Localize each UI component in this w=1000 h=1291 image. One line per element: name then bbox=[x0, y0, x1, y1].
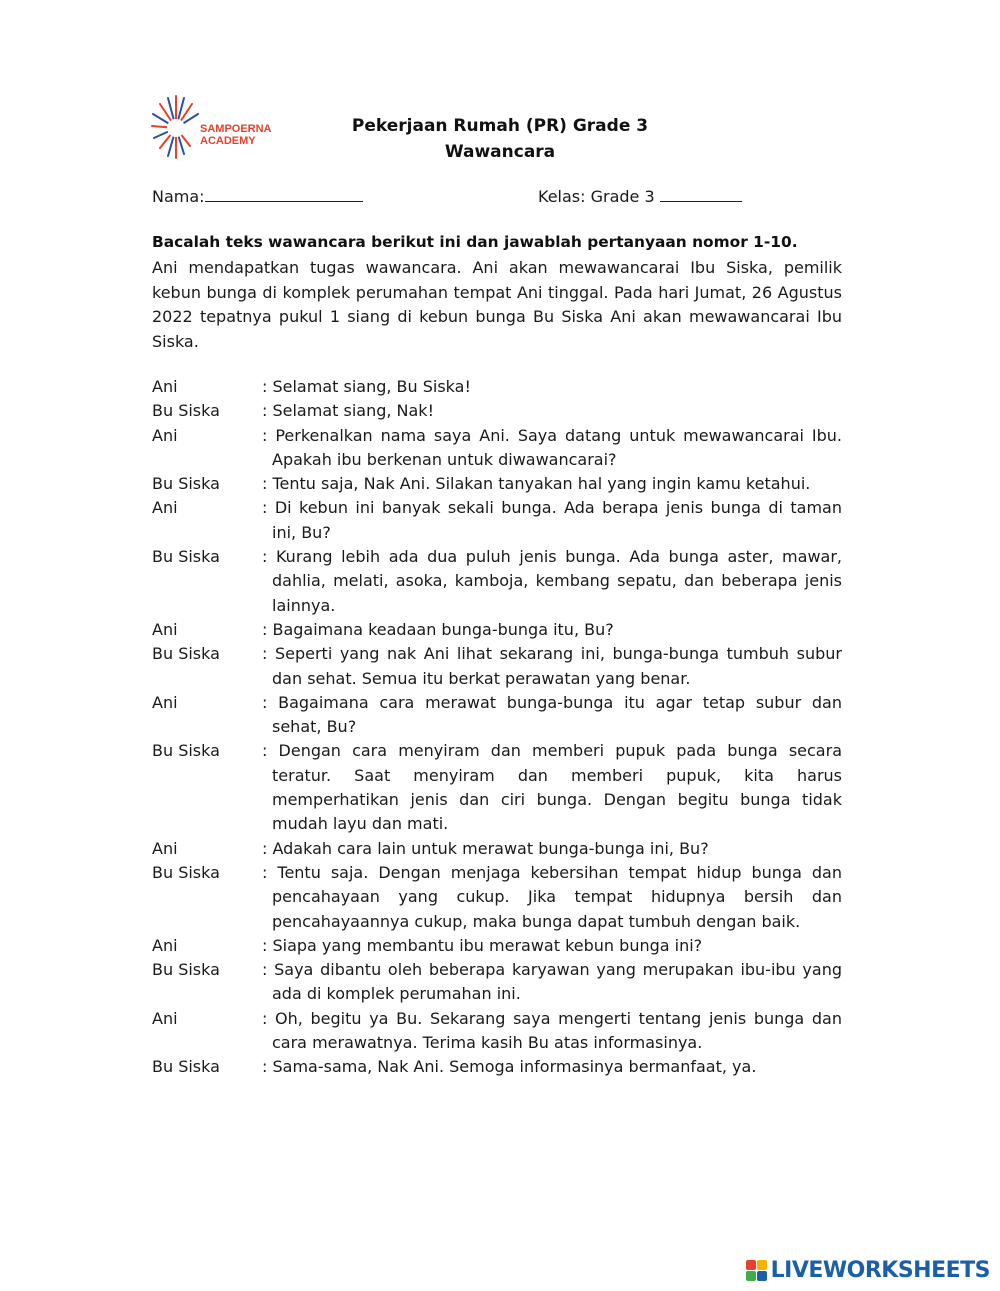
dialogue-row bbox=[152, 472, 842, 496]
speaker: Bu Siska bbox=[152, 547, 220, 567]
page-title: Pekerjaan Rumah (PR) Grade 3 bbox=[351, 116, 649, 136]
dialogue-row bbox=[152, 424, 842, 473]
dialogue-row bbox=[152, 375, 842, 399]
dialogue-line: : Selamat siang, Bu Siska! bbox=[262, 377, 471, 396]
speaker: Ani bbox=[152, 692, 178, 712]
speaker: Ani bbox=[152, 619, 178, 639]
dialogue-row bbox=[152, 1007, 842, 1056]
logo-text bbox=[200, 123, 272, 147]
dialogue-line: : Perkenalkan nama saya Ani. Saya datang untuk mewawancarai Ibu. Apakah ibu berkenan untuk diwawancarai? bbox=[262, 425, 842, 469]
instruction-text: Bacalah teks wawancara berikut ini dan jawablah pertanyaan nomor 1-10. bbox=[152, 233, 798, 251]
speaker: Bu Siska bbox=[152, 862, 220, 882]
sampoerna-logo bbox=[150, 92, 290, 162]
dialogue-row bbox=[152, 1055, 842, 1079]
dialogue-row bbox=[152, 837, 842, 861]
dialogue-line: : Sama-sama, Nak Ani. Semoga informasinya bermanfaat, ya. bbox=[262, 1057, 757, 1077]
class-blank[interactable] bbox=[660, 187, 742, 202]
name-field[interactable] bbox=[152, 187, 363, 206]
dialogue-row bbox=[152, 958, 842, 1007]
dialogue-line: : Seperti yang nak Ani lihat sekarang ini, bunga-bunga tumbuh subur dan sehat. Semua itu berkat perawatan yang benar. bbox=[262, 644, 842, 688]
dialogue-row bbox=[152, 496, 842, 545]
logo-line-1: SAMPOERNA bbox=[200, 123, 272, 135]
name-blank[interactable] bbox=[205, 187, 363, 202]
speaker: Bu Siska bbox=[152, 401, 220, 421]
dialogue-line: : Adakah cara lain untuk merawat bunga-bunga ini, Bu? bbox=[262, 838, 709, 858]
speaker: Ani bbox=[152, 498, 178, 518]
dialogue-line: : Bagaimana keadaan bunga-bunga itu, Bu? bbox=[262, 619, 614, 639]
dialogue-row bbox=[152, 642, 842, 691]
logo-line-2: ACADEMY bbox=[200, 135, 256, 147]
speaker: Bu Siska bbox=[152, 1057, 220, 1077]
dialogue-line: : Bagaimana cara merawat bunga-bunga itu agar tetap subur dan sehat, Bu? bbox=[262, 692, 842, 737]
page-subtitle: Wawancara bbox=[444, 142, 556, 162]
class-label: Kelas: Grade 3 bbox=[538, 187, 655, 206]
dialogue-row bbox=[152, 861, 842, 934]
liveworksheets-logo-icon bbox=[746, 1260, 767, 1281]
speaker: Ani bbox=[152, 1008, 178, 1028]
dialogue-row bbox=[152, 691, 842, 740]
speaker: Bu Siska bbox=[152, 644, 220, 664]
dialogue-line: : Tentu saja. Dengan menjaga kebersihan tempat hidup bunga dan pencahayaan yang cukup. Jika tempat hidupnya bersih dan pencahayaannya cukup, maka bunga dapat tumbuh dengan baik. bbox=[262, 862, 842, 931]
dialogue-line: : Saya dibantu oleh beberapa karyawan yang merupakan ibu-ibu yang ada di komplek perumahan ini. bbox=[262, 960, 842, 1004]
dialogue-line: : Kurang lebih ada dua puluh jenis bunga. Ada bunga aster, mawar, dahlia, melati, asoka, kamboja, kembang sepatu, dan beberapa jenis lainnya. bbox=[262, 547, 842, 615]
dialogue-line: : Di kebun ini banyak sekali bunga. Ada berapa jenis bunga di taman ini, Bu? bbox=[262, 498, 842, 542]
dialogue-row bbox=[152, 739, 842, 836]
dialogue-row bbox=[152, 399, 842, 423]
speaker: Ani bbox=[152, 377, 178, 396]
speaker: Bu Siska bbox=[152, 741, 220, 761]
speaker: Ani bbox=[152, 935, 178, 955]
dialogue-row bbox=[152, 934, 842, 958]
dialogue-line: : Selamat siang, Nak! bbox=[262, 401, 434, 421]
speaker: Ani bbox=[152, 838, 178, 858]
name-label: Nama: bbox=[152, 187, 205, 206]
dialogue-line: : Dengan cara menyiram dan memberi pupuk pada bunga secara teratur. Saat menyiram dan memberi pupuk, kita harus memperhatikan jenis dan ciri bunga. Dengan begitu bunga tidak mudah layu dan mati. bbox=[262, 741, 842, 834]
speaker: Bu Siska bbox=[152, 960, 220, 980]
dialogue-line: : Oh, begitu ya Bu. Sekarang saya mengerti tentang jenis bunga dan cara merawatnya. Terima kasih Bu atas informasinya. bbox=[262, 1008, 842, 1053]
dialogue-row bbox=[152, 545, 842, 618]
dialogue-line: : Siapa yang membantu ibu merawat kebun bunga ini? bbox=[262, 935, 703, 955]
starburst-logo-icon bbox=[150, 92, 202, 162]
class-field[interactable] bbox=[538, 187, 742, 206]
liveworksheets-brand: LIVEWORKSHEETS bbox=[770, 1257, 990, 1283]
dialogue-row bbox=[152, 618, 842, 642]
speaker: Ani bbox=[152, 425, 178, 445]
dialogue-line: : Tentu saja, Nak Ani. Silakan tanyakan hal yang ingin kamu ketahui. bbox=[262, 474, 811, 494]
intro-paragraph: Ani mendapatkan tugas wawancara. Ani akan mewawancarai Ibu Siska, pemilik kebun bunga di komplek perumahan tempat Ani tinggal. Pada hari Jumat, 26 Agustus 2022 tepatnya pukul 1 siang di kebun bunga Bu Siska Ani akan mewawancarai Ibu Siska. bbox=[152, 258, 842, 351]
speaker: Bu Siska bbox=[152, 474, 220, 494]
dialogue bbox=[152, 375, 842, 1080]
liveworksheets-footer[interactable] bbox=[746, 1256, 990, 1284]
